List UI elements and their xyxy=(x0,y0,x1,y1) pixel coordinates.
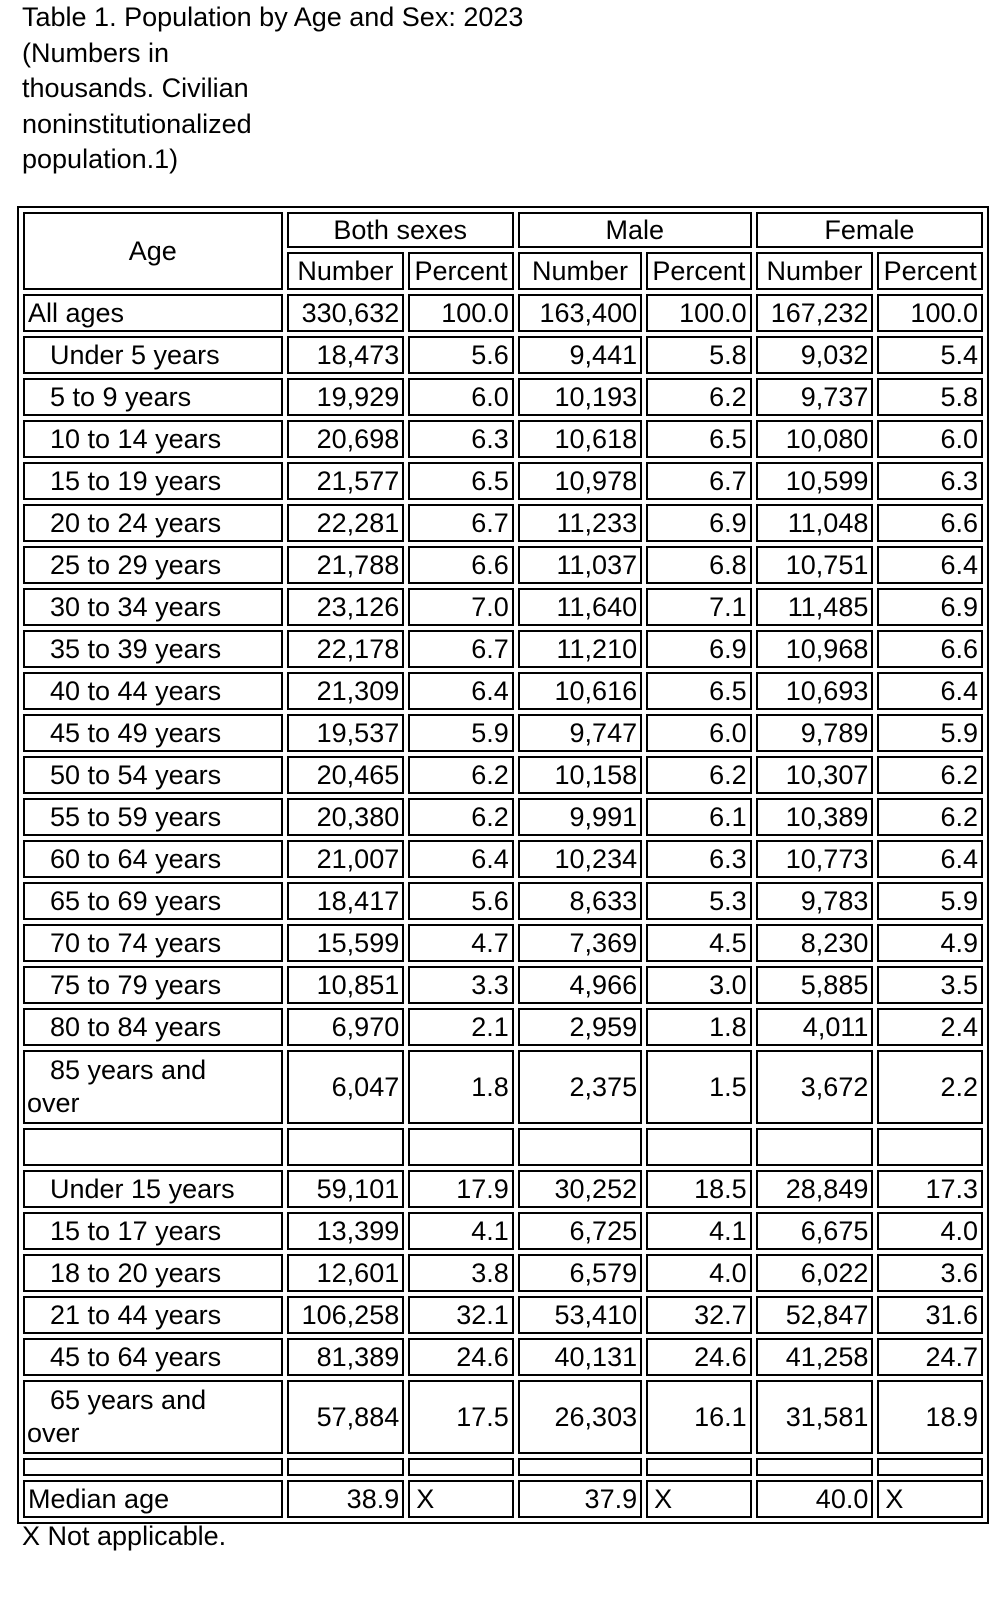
value-cell: 4.9 xyxy=(877,924,983,962)
value-cell: 6,725 xyxy=(518,1212,642,1250)
value-cell: 18,473 xyxy=(287,336,405,374)
value-cell: 167,232 xyxy=(756,294,874,332)
table-body xyxy=(23,294,983,1518)
table-row xyxy=(23,882,983,920)
value-cell: 9,737 xyxy=(756,378,874,416)
value-cell: 6.0 xyxy=(877,420,983,458)
value-cell: 5,885 xyxy=(756,966,874,1004)
caption-line: (Numbers in xyxy=(22,37,170,68)
value-cell: 8,633 xyxy=(518,882,642,920)
table-row xyxy=(23,1170,983,1208)
table-caption xyxy=(22,0,582,178)
table-row xyxy=(23,1296,983,1334)
row-label-line: 85 years and xyxy=(50,1055,207,1085)
row-label: 21 to 44 years xyxy=(23,1296,283,1334)
value-cell: 3.8 xyxy=(408,1254,514,1292)
caption-line: thousands. Civilian xyxy=(22,73,249,103)
value-cell: 6.1 xyxy=(646,798,752,836)
spacer-cell xyxy=(646,1128,752,1166)
spacer-cell xyxy=(408,1128,514,1166)
row-label: 25 to 29 years xyxy=(23,546,283,584)
value-cell: 81,389 xyxy=(287,1338,405,1376)
spacer-cell xyxy=(23,1128,283,1166)
table-row xyxy=(23,840,983,878)
value-cell: 6.3 xyxy=(646,840,752,878)
table-row xyxy=(23,378,983,416)
value-cell: 1.8 xyxy=(408,1050,514,1124)
value-cell: 11,210 xyxy=(518,630,642,668)
row-label: 50 to 54 years xyxy=(23,756,283,794)
value-cell: 28,849 xyxy=(756,1170,874,1208)
value-cell: 1.8 xyxy=(646,1008,752,1046)
value-cell: 18.5 xyxy=(646,1170,752,1208)
value-cell: 9,032 xyxy=(756,336,874,374)
value-cell: 5.6 xyxy=(408,336,514,374)
value-cell: 6.6 xyxy=(408,546,514,584)
value-cell: 100.0 xyxy=(646,294,752,332)
value-cell: 21,788 xyxy=(287,546,405,584)
subheader-number: Number xyxy=(287,252,405,290)
value-cell: 24.6 xyxy=(408,1338,514,1376)
value-cell: 6.0 xyxy=(646,714,752,752)
value-cell: 22,178 xyxy=(287,630,405,668)
value-cell: 38.9 xyxy=(287,1480,405,1518)
value-cell: 7.0 xyxy=(408,588,514,626)
value-cell: 6.4 xyxy=(877,840,983,878)
value-cell: 19,929 xyxy=(287,378,405,416)
value-cell: 11,640 xyxy=(518,588,642,626)
spacer-cell xyxy=(756,1458,874,1476)
value-cell: 10,978 xyxy=(518,462,642,500)
spacer-cell xyxy=(518,1458,642,1476)
value-cell: 21,007 xyxy=(287,840,405,878)
value-cell: 15,599 xyxy=(287,924,405,962)
population-table-container xyxy=(17,206,978,1521)
value-cell: 24.6 xyxy=(646,1338,752,1376)
value-cell: 37.9 xyxy=(518,1480,642,1518)
value-cell: 24.7 xyxy=(877,1338,983,1376)
table-row xyxy=(23,1380,983,1454)
value-cell: 6.0 xyxy=(408,378,514,416)
value-cell: 6,970 xyxy=(287,1008,405,1046)
value-cell: 5.3 xyxy=(646,882,752,920)
value-cell: 6.9 xyxy=(646,630,752,668)
header-row-groups xyxy=(23,212,983,248)
value-cell: 9,747 xyxy=(518,714,642,752)
value-cell: 4.0 xyxy=(646,1254,752,1292)
value-cell: 3.6 xyxy=(877,1254,983,1292)
table-row xyxy=(23,1254,983,1292)
value-cell: 6.7 xyxy=(408,504,514,542)
value-cell: 2,375 xyxy=(518,1050,642,1124)
value-cell: 2.2 xyxy=(877,1050,983,1124)
value-cell: 21,309 xyxy=(287,672,405,710)
value-cell: 4,011 xyxy=(756,1008,874,1046)
spacer-cell xyxy=(518,1128,642,1166)
table-row xyxy=(23,714,983,752)
row-label: 15 to 19 years xyxy=(23,462,283,500)
spacer-cell xyxy=(23,1458,283,1476)
table-row xyxy=(23,798,983,836)
value-cell: 6.2 xyxy=(408,756,514,794)
value-cell: 57,884 xyxy=(287,1380,405,1454)
value-cell: 6.4 xyxy=(877,672,983,710)
row-label: 5 to 9 years xyxy=(23,378,283,416)
value-cell: 31.6 xyxy=(877,1296,983,1334)
value-cell: 5.8 xyxy=(877,378,983,416)
table-row xyxy=(23,504,983,542)
value-cell: 3,672 xyxy=(756,1050,874,1124)
value-cell: 13,399 xyxy=(287,1212,405,1250)
value-cell: 5.4 xyxy=(877,336,983,374)
row-label: 80 to 84 years xyxy=(23,1008,283,1046)
value-cell: 32.7 xyxy=(646,1296,752,1334)
value-cell: 7.1 xyxy=(646,588,752,626)
row-label: 45 to 64 years xyxy=(23,1338,283,1376)
value-cell: 4,966 xyxy=(518,966,642,1004)
value-cell: 9,991 xyxy=(518,798,642,836)
value-cell: 20,380 xyxy=(287,798,405,836)
value-cell: 10,618 xyxy=(518,420,642,458)
row-label: Under 15 years xyxy=(23,1170,283,1208)
spacer-cell xyxy=(646,1458,752,1476)
value-cell: 10,693 xyxy=(756,672,874,710)
value-cell: 6.2 xyxy=(877,798,983,836)
table-row xyxy=(23,924,983,962)
value-cell: 9,789 xyxy=(756,714,874,752)
spacer-cell xyxy=(287,1458,405,1476)
row-label: 55 to 59 years xyxy=(23,798,283,836)
row-label-line: over xyxy=(27,1088,80,1118)
spacer-cell xyxy=(877,1128,983,1166)
row-label: 18 to 20 years xyxy=(23,1254,283,1292)
value-cell: 6.5 xyxy=(408,462,514,500)
value-cell: 2.4 xyxy=(877,1008,983,1046)
value-cell: 6.3 xyxy=(877,462,983,500)
row-label: 40 to 44 years xyxy=(23,672,283,710)
value-cell: 30,252 xyxy=(518,1170,642,1208)
spacer-cell xyxy=(287,1128,405,1166)
row-label xyxy=(23,1050,283,1124)
table-title: Table 1. Population by Age and Sex: 2023 xyxy=(22,2,524,32)
value-cell: 6,047 xyxy=(287,1050,405,1124)
value-cell: 6.4 xyxy=(877,546,983,584)
table-row xyxy=(23,1212,983,1250)
value-cell: 1.5 xyxy=(646,1050,752,1124)
row-label: 30 to 34 years xyxy=(23,588,283,626)
table-row xyxy=(23,1338,983,1376)
value-cell: 17.3 xyxy=(877,1170,983,1208)
value-cell: 5.6 xyxy=(408,882,514,920)
table-row xyxy=(23,546,983,584)
value-cell: 5.9 xyxy=(877,714,983,752)
value-cell: 41,258 xyxy=(756,1338,874,1376)
row-label: 75 to 79 years xyxy=(23,966,283,1004)
value-cell: 32.1 xyxy=(408,1296,514,1334)
value-cell: 5.9 xyxy=(408,714,514,752)
value-cell: 6.5 xyxy=(646,672,752,710)
row-label: 60 to 64 years xyxy=(23,840,283,878)
row-label xyxy=(23,1380,283,1454)
value-cell: 40,131 xyxy=(518,1338,642,1376)
not-applicable-cell: X xyxy=(877,1480,983,1518)
table-row xyxy=(23,420,983,458)
spacer-row xyxy=(23,1128,983,1166)
row-label: Under 5 years xyxy=(23,336,283,374)
subheader-number: Number xyxy=(518,252,642,290)
value-cell: 2,959 xyxy=(518,1008,642,1046)
value-cell: 10,080 xyxy=(756,420,874,458)
value-cell: 6.2 xyxy=(877,756,983,794)
value-cell: 20,465 xyxy=(287,756,405,794)
table-row xyxy=(23,672,983,710)
caption-line: population.1) xyxy=(22,144,179,174)
value-cell: 10,751 xyxy=(756,546,874,584)
row-label: All ages xyxy=(23,294,283,332)
group-header-male: Male xyxy=(518,212,752,248)
value-cell: 16.1 xyxy=(646,1380,752,1454)
value-cell: 3.0 xyxy=(646,966,752,1004)
value-cell: 9,783 xyxy=(756,882,874,920)
value-cell: 6,022 xyxy=(756,1254,874,1292)
value-cell: 10,389 xyxy=(756,798,874,836)
row-label-line: 65 years and xyxy=(50,1385,207,1415)
value-cell: 19,537 xyxy=(287,714,405,752)
value-cell: 6.2 xyxy=(646,756,752,794)
value-cell: 21,577 xyxy=(287,462,405,500)
population-table xyxy=(17,206,989,1524)
value-cell: 10,968 xyxy=(756,630,874,668)
value-cell: 40.0 xyxy=(756,1480,874,1518)
value-cell: 6.2 xyxy=(646,378,752,416)
value-cell: 22,281 xyxy=(287,504,405,542)
value-cell: 4.5 xyxy=(646,924,752,962)
row-label: 35 to 39 years xyxy=(23,630,283,668)
value-cell: 106,258 xyxy=(287,1296,405,1334)
footnote: X Not applicable. xyxy=(22,1521,227,1551)
value-cell: 59,101 xyxy=(287,1170,405,1208)
value-cell: 6.8 xyxy=(646,546,752,584)
value-cell: 6.3 xyxy=(408,420,514,458)
value-cell: 163,400 xyxy=(518,294,642,332)
value-cell: 23,126 xyxy=(287,588,405,626)
value-cell: 18.9 xyxy=(877,1380,983,1454)
value-cell: 18,417 xyxy=(287,882,405,920)
table-row xyxy=(23,1050,983,1124)
value-cell: 4.1 xyxy=(646,1212,752,1250)
value-cell: 100.0 xyxy=(408,294,514,332)
table-row xyxy=(23,630,983,668)
row-label: 20 to 24 years xyxy=(23,504,283,542)
value-cell: 12,601 xyxy=(287,1254,405,1292)
not-applicable-cell: X xyxy=(408,1480,514,1518)
age-column-header: Age xyxy=(23,212,283,290)
table-row xyxy=(23,1480,983,1518)
table-row xyxy=(23,756,983,794)
value-cell: 2.1 xyxy=(408,1008,514,1046)
value-cell: 6,579 xyxy=(518,1254,642,1292)
value-cell: 6.9 xyxy=(877,588,983,626)
value-cell: 10,307 xyxy=(756,756,874,794)
value-cell: 3.5 xyxy=(877,966,983,1004)
value-cell: 11,485 xyxy=(756,588,874,626)
value-cell: 9,441 xyxy=(518,336,642,374)
value-cell: 7,369 xyxy=(518,924,642,962)
value-cell: 8,230 xyxy=(756,924,874,962)
value-cell: 53,410 xyxy=(518,1296,642,1334)
value-cell: 6.6 xyxy=(877,630,983,668)
value-cell: 10,851 xyxy=(287,966,405,1004)
value-cell: 10,616 xyxy=(518,672,642,710)
row-label-line: over xyxy=(27,1418,80,1448)
row-label: 70 to 74 years xyxy=(23,924,283,962)
value-cell: 10,599 xyxy=(756,462,874,500)
value-cell: 330,632 xyxy=(287,294,405,332)
subheader-number: Number xyxy=(756,252,874,290)
not-applicable-cell: X xyxy=(646,1480,752,1518)
spacer-row xyxy=(23,1458,983,1476)
value-cell: 6,675 xyxy=(756,1212,874,1250)
group-header-female: Female xyxy=(756,212,983,248)
value-cell: 11,233 xyxy=(518,504,642,542)
subheader-percent: Percent xyxy=(408,252,514,290)
table-row xyxy=(23,966,983,1004)
value-cell: 6.7 xyxy=(408,630,514,668)
value-cell: 6.9 xyxy=(646,504,752,542)
table-row xyxy=(23,294,983,332)
row-label: 65 to 69 years xyxy=(23,882,283,920)
value-cell: 10,193 xyxy=(518,378,642,416)
table-row xyxy=(23,588,983,626)
spacer-cell xyxy=(756,1128,874,1166)
table-row xyxy=(23,336,983,374)
value-cell: 17.5 xyxy=(408,1380,514,1454)
value-cell: 3.3 xyxy=(408,966,514,1004)
value-cell: 6.5 xyxy=(646,420,752,458)
table-row xyxy=(23,462,983,500)
value-cell: 31,581 xyxy=(756,1380,874,1454)
value-cell: 6.6 xyxy=(877,504,983,542)
value-cell: 4.1 xyxy=(408,1212,514,1250)
value-cell: 5.8 xyxy=(646,336,752,374)
table-row xyxy=(23,1008,983,1046)
value-cell: 6.2 xyxy=(408,798,514,836)
value-cell: 11,048 xyxy=(756,504,874,542)
value-cell: 6.4 xyxy=(408,672,514,710)
spacer-cell xyxy=(877,1458,983,1476)
value-cell: 11,037 xyxy=(518,546,642,584)
row-label: 45 to 49 years xyxy=(23,714,283,752)
value-cell: 17.9 xyxy=(408,1170,514,1208)
value-cell: 5.9 xyxy=(877,882,983,920)
value-cell: 10,773 xyxy=(756,840,874,878)
row-label: 15 to 17 years xyxy=(23,1212,283,1250)
subheader-percent: Percent xyxy=(646,252,752,290)
value-cell: 6.4 xyxy=(408,840,514,878)
value-cell: 100.0 xyxy=(877,294,983,332)
row-label: Median age xyxy=(23,1480,283,1518)
caption-line: noninstitutionalized xyxy=(22,108,252,139)
subheader-percent: Percent xyxy=(877,252,983,290)
row-label: 10 to 14 years xyxy=(23,420,283,458)
value-cell: 6.7 xyxy=(646,462,752,500)
value-cell: 26,303 xyxy=(518,1380,642,1454)
group-header-both-sexes: Both sexes xyxy=(287,212,514,248)
value-cell: 52,847 xyxy=(756,1296,874,1334)
value-cell: 20,698 xyxy=(287,420,405,458)
value-cell: 10,158 xyxy=(518,756,642,794)
value-cell: 4.0 xyxy=(877,1212,983,1250)
value-cell: 10,234 xyxy=(518,840,642,878)
value-cell: 4.7 xyxy=(408,924,514,962)
spacer-cell xyxy=(408,1458,514,1476)
